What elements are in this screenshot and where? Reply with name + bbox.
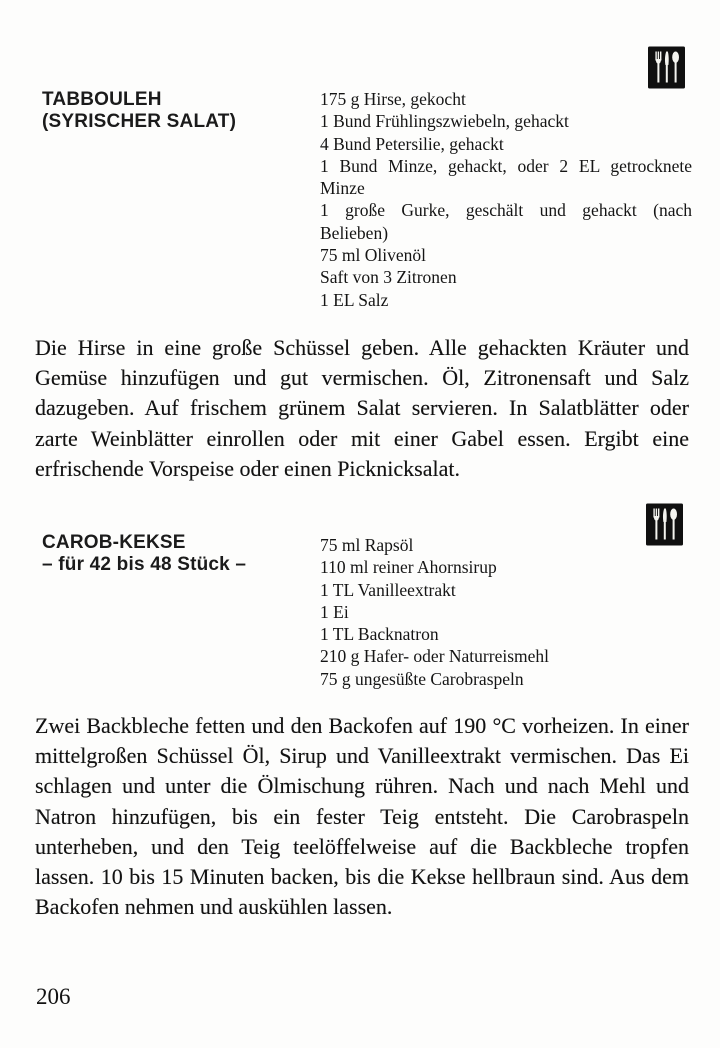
recipe-2-instructions: Zwei Backbleche fetten und den Backofen auf 190 °C vorheizen. In einer mittelgroßen Schüssel Öl, Sirup und Vanilleextrakt vermischen. Das Ei schlagen und unter die Ölmischung rühren. Nach und nach Mehl und Natron hinzufügen, bis ein fester Teig entsteht. Die Carobraspeln unterheben, und den Teig teelöffelweise auf die Backbleche tropfen lassen. 10 bis 15 Minuten backen, bis die Kekse hellbraun sind. Aus dem Backofen nehmen und auskühlen lassen.	[35, 713, 689, 920]
recipe-2-title-block	[42, 532, 314, 575]
recipe-1-title: TABBOULEH	[42, 89, 162, 110]
ingredient-line: 1 Bund Minze, gehackt, oder 2 EL getrocknete Minze	[320, 155, 692, 199]
fork-knife-spoon-icon	[648, 46, 685, 89]
ingredient-line: 1 EL Salz	[320, 289, 389, 310]
recipe-1-ingredients-list	[320, 88, 692, 311]
recipe-1-subtitle: (SYRISCHER SALAT)	[42, 110, 237, 132]
ingredient-line: 1 TL Vanilleextrakt	[320, 579, 456, 600]
ingredient-line: 1 TL Backnatron	[320, 624, 439, 645]
recipe-1-title-block	[42, 89, 314, 132]
cutlery-icon	[648, 46, 685, 89]
ingredient-line: 1 Ei	[320, 601, 349, 622]
page-number: 206	[36, 984, 71, 1009]
ingredient-line: 75 ml Rapsöl	[320, 535, 414, 555]
recipe-1-instructions: Die Hirse in eine große Schüssel geben. Alle gehackten Kräuter und Gemüse hinzufügen und gut vermischen. Öl, Zitronensaft und Salz dazugeben. Auf frischem grünem Salat servieren. In Salatblätter oder zarte Weinblätter einrollen oder mit einer Gabel essen. Ergibt eine erfrischende Vorspeise oder einen Picknicksalat.	[35, 335, 689, 481]
ingredient-line: 110 ml reiner Ahornsirup	[320, 557, 497, 578]
ingredient-line: 210 g Hafer- oder Naturreismehl	[320, 646, 550, 667]
ingredient-line: 4 Bund Petersilie, gehackt	[320, 133, 504, 154]
recipe-2-subtitle: – für 42 bis 48 Stück –	[42, 553, 247, 575]
ingredient-line: Saft von 3 Zitronen	[320, 267, 457, 288]
recipe-2-ingredients-list	[320, 534, 692, 690]
ingredient-line: 1 Bund Frühlingszwiebeln, gehackt	[320, 111, 569, 132]
recipe-2-title: CAROB-KEKSE	[42, 532, 186, 553]
ingredient-line: 75 ml Olivenöl	[320, 245, 426, 266]
ingredient-line: 175 g Hirse, gekocht	[320, 89, 466, 109]
ingredient-line: 1 große Gurke, geschält und gehackt (nach Belieben)	[320, 200, 692, 243]
ingredient-line: 75 g ungesüßte Carobraspeln	[320, 668, 524, 689]
